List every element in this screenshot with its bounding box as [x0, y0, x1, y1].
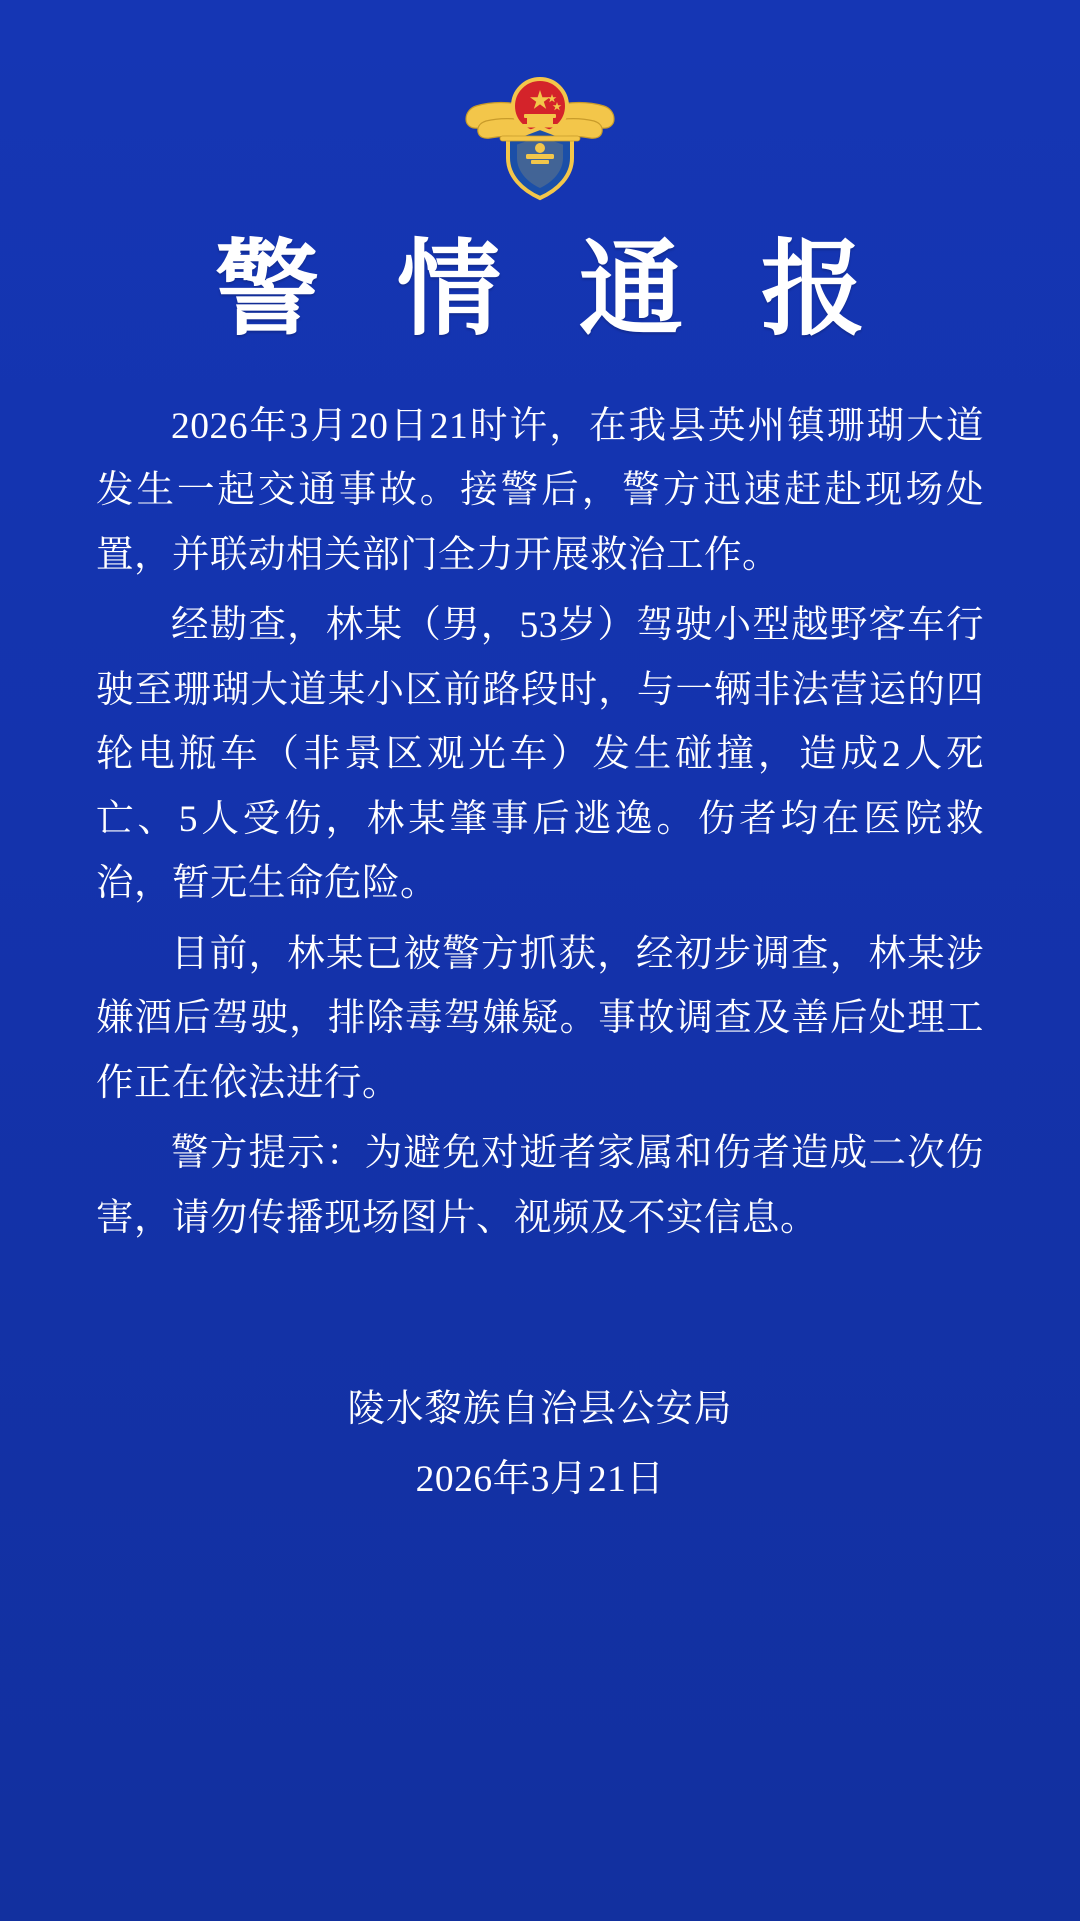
issue-date: 2026年3月21日: [415, 1458, 665, 1500]
notice-paragraph: 2026年3月20日21时许，在我县英州镇珊瑚大道发生一起交通事故。接警后，警方迅速赶赴现场处置，并联动相关部门全力开展救治工作。: [96, 405, 984, 576]
china-police-emblem-icon: [460, 72, 620, 204]
page-title: 警 情 通 报: [214, 233, 891, 348]
notice-paragraph: 经勘查，林某（男，53岁）驾驶小型越野客车行驶至珊瑚大道某小区前路段时，与一辆非法营运的四轮电瓶车（非景区观光车）发生碰撞，造成2人死亡、5人受伤，林某肇事后逃逸。伤者均在医院救治，暂无生命危险。: [96, 605, 984, 905]
issuing-organization: 陵水黎族自治县公安局: [347, 1389, 733, 1431]
signature-block: [96, 1375, 984, 1514]
notice-paragraph: 目前，林某已被警方抓获，经初步调查，林某涉嫌酒后驾驶，排除毒驾嫌疑。事故调查及善后处理工作正在依法进行。: [96, 933, 984, 1104]
notice-paragraph: 警方提示：为避免对逝者家属和伤者造成二次伤害，请勿传播现场图片、视频及不实信息。: [96, 1133, 984, 1239]
notice-body: [96, 395, 984, 1258]
